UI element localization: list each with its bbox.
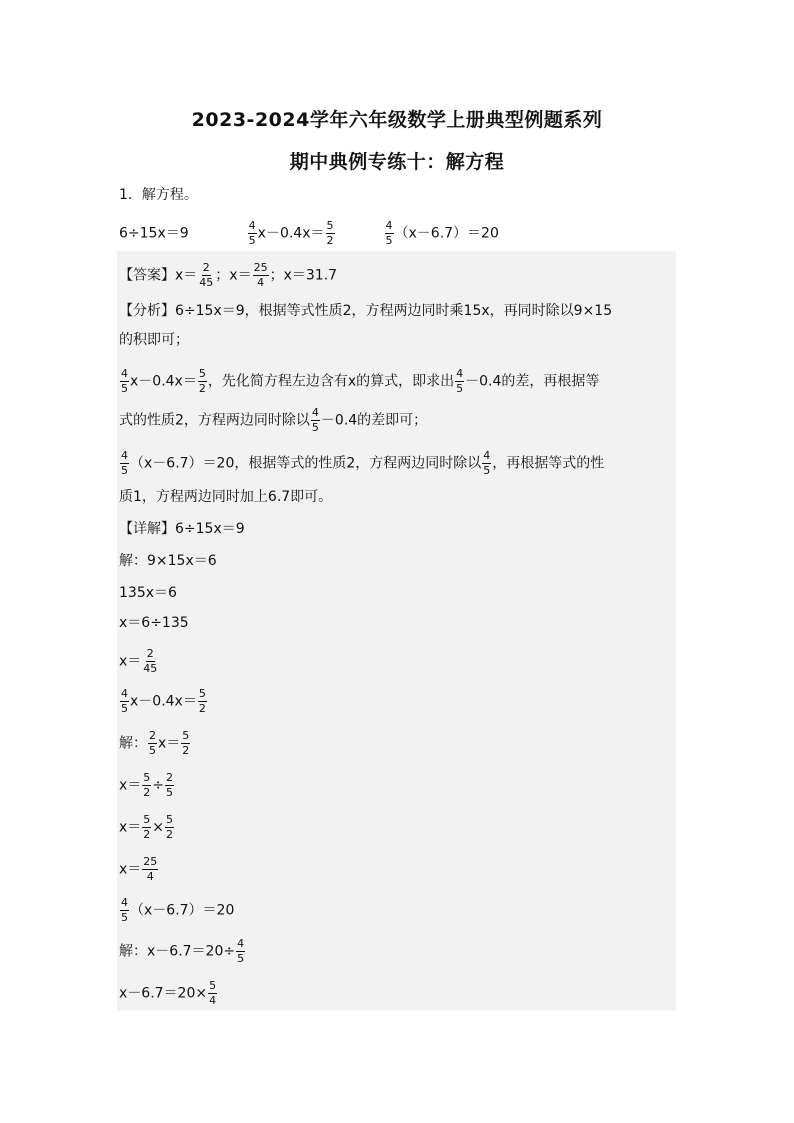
fraction: $\frac{5}{2}$ [198,367,206,395]
detail-label: 【详解】 [119,521,175,537]
answer-label: 【答案】 [119,267,175,284]
fraction: $\frac{4}{5}$ [121,367,128,395]
equation-2-text: x－0.4x＝ [257,225,325,242]
detail-line-1: 【详解】6÷15x＝9 [119,521,245,537]
analysis-line-6: 质1，方程两边同时加上6.7即可。 [119,489,333,505]
fraction: $\frac{4}{5}$ [311,406,319,434]
fraction: $\frac{4}{5}$ [237,937,245,965]
detail-step: x＝ $\frac{2}{45}$ [119,647,158,675]
answer-line: 【答案】x＝ $\frac{2}{45}$ ；x＝ $\frac{25}{4}$ ；x＝31.7 [119,261,338,289]
fraction: $\frac{5}{2}$ [198,687,206,715]
analysis-line-3: $\frac{4}{5}$ x－0.4x＝ $\frac{5}{2}$ ，先化简方程左边含有x的算式，即求出 $\frac{4}{5}$ －0.4的差，再根据等 [121,367,600,395]
fraction: $\frac{4}{5}$ [385,219,393,247]
detail-step: x＝ $\frac{5}{2}$ × $\frac{5}{2}$ [119,813,174,841]
document-subtitle: 期中典例专练十：解方程 [289,151,505,173]
fraction: $\frac{4}{5}$ [456,367,464,395]
fraction: $\frac{5}{2}$ [182,729,190,757]
fraction: $\frac{4}{5}$ [121,896,128,924]
question-label: 1．解方程。 [119,187,198,203]
detail-step: 解：9×15x＝6 [119,553,217,569]
fraction: $\frac{4}{5}$ [121,687,128,715]
detail-step: 135x＝6 [119,585,177,601]
analysis-line-5: $\frac{4}{5}$ （x－6.7）＝20，根据等式的性质2，方程两边同时除以 $\frac{4}{5}$ ，再根据等式的性 [121,449,605,477]
detail-step: x＝ $\frac{5}{2}$ ÷ $\frac{2}{5}$ [119,771,174,799]
analysis-label: 【分析】 [119,303,175,319]
document-title: 2023-2024学年六年级数学上册典型例题系列 [191,109,603,131]
fraction: $\frac{4}{5}$ [121,449,128,477]
detail-step: 解：x－6.7＝20÷ $\frac{4}{5}$ [119,937,245,965]
question-equations [119,220,499,247]
fraction: $\frac{25}{4}$ [253,261,268,289]
analysis-line-1: 【分析】6÷15x＝9，根据等式性质2，方程两边同时乘15x，再同时除以9×15 [119,303,613,319]
fraction: $\frac{4}{5}$ [248,219,256,247]
detail-step: $\frac{4}{5}$ （x－6.7）＝20 [121,896,235,924]
analysis-line-2: 的积即可； [119,332,189,348]
detail-step: x＝6÷135 [119,615,189,631]
fraction: $\frac{4}{5}$ [483,449,491,477]
fraction: $\frac{2}{5}$ [149,729,156,757]
fraction: $\frac{2}{45}$ [199,261,214,289]
fraction: $\frac{2}{45}$ [143,647,158,675]
fraction: $\frac{25}{4}$ [143,855,158,883]
fraction: $\frac{5}{2}$ [143,813,151,841]
detail-step: $\frac{4}{5}$ x－0.4x＝ $\frac{5}{2}$ [121,687,206,715]
fraction: $\frac{5}{4}$ [209,979,217,1007]
fraction: $\frac{5}{2}$ [326,219,334,247]
equation-3-text: （x－6.7）＝20 [394,225,499,242]
fraction: $\frac{5}{2}$ [166,813,174,841]
analysis-line-4: 式的性质2，方程两边同时除以 $\frac{4}{5}$ －0.4的差即可； [119,406,428,434]
detail-step: 解： $\frac{2}{5}$ x＝ $\frac{5}{2}$ [119,729,190,757]
detail-step: x－6.7＝20× $\frac{5}{4}$ [119,979,217,1007]
fraction: $\frac{5}{2}$ [143,771,151,799]
fraction: $\frac{2}{5}$ [166,771,174,799]
equation-1: 6÷15x＝9 [119,225,189,242]
detail-step: x＝ $\frac{25}{4}$ [119,855,158,883]
